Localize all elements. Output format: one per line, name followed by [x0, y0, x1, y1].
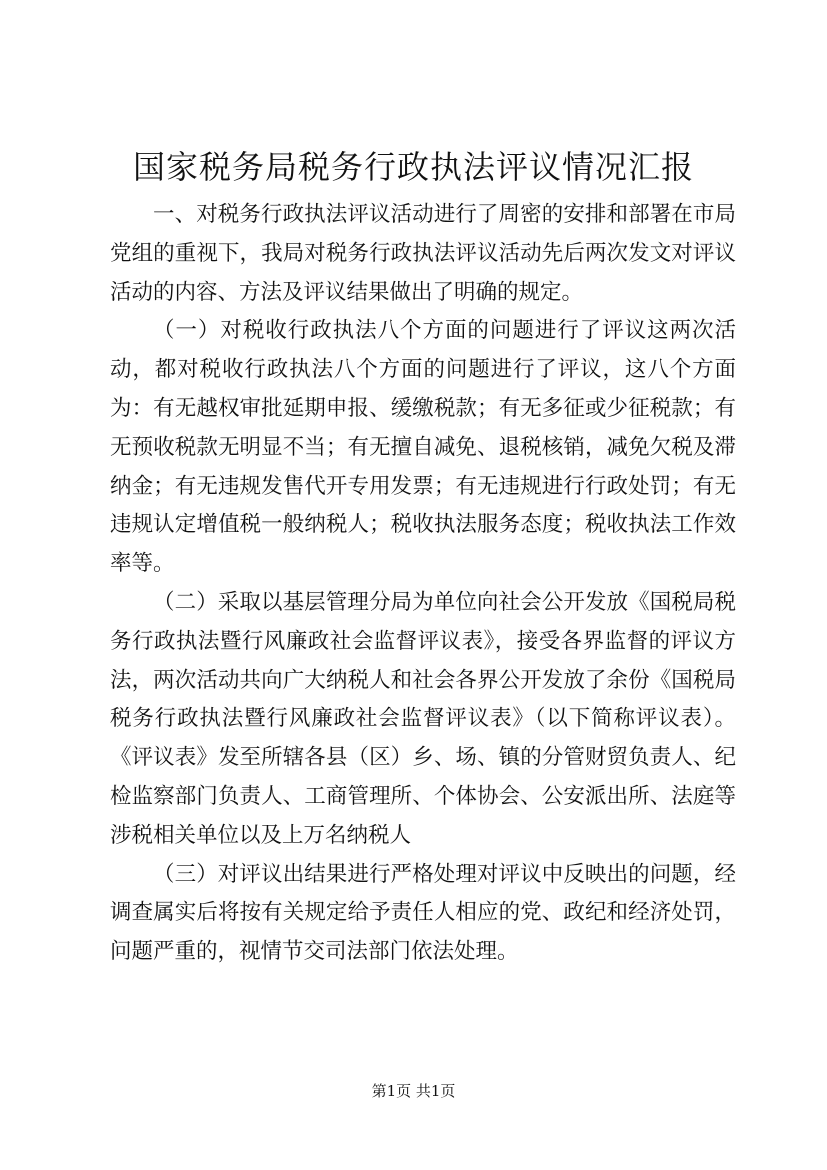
paragraph-intro: 一、对税务行政执法评议活动进行了周密的安排和部署在市局党组的重视下，我局对税务行政执法评议活动先后两次发文对评议活动的内容、方法及评议结果做出了明确的规定。	[110, 202, 736, 305]
document-body	[110, 196, 736, 972]
paragraph-section-2: （二）采取以基层管理分局为单位向社会公开发放《国税局税务行政执法暨行风廉政社会监督评议表》，接受各界监督的评议方法，两次活动共向广大纳税人和社会各界公开发放了余份《国税局税务行政执法暨行风廉政社会监督评议表》（以下简称评议表）。《评议表》发至所辖各县（区）乡、场、镇的分管财贸负责人、纪检监察部门负责人、工商管理所、个体协会、公安派出所、法庭等涉税相关单位以及上万名纳税人	[110, 589, 736, 848]
page-number-footer: 第1页 共1页	[371, 1082, 456, 1100]
paragraph-section-3: （三）对评议出结果进行严格处理对评议中反映出的问题，经调查属实后将按有关规定给予责任人相应的党、政纪和经济处罚，问题严重的，视情节交司法部门依法处理。	[110, 861, 736, 965]
document-title: 国家税务局税务行政执法评议情况汇报	[132, 148, 694, 186]
paragraph-section-1: （一）对税收行政执法八个方面的问题进行了评议这两次活动，都对税收行政执法八个方面的问题进行了评议，这八个方面为：有无越权审批延期申报、缓缴税款；有无多征或少征税款；有无预收税款无明显不当；有无擅自减免、退税核销，减免欠税及滞纳金；有无违规发售代开专用发票；有无违规进行行政处罚；有无违规认定增值税一般纳税人；税收执法服务态度；税收执法工作效率等。	[110, 318, 736, 577]
